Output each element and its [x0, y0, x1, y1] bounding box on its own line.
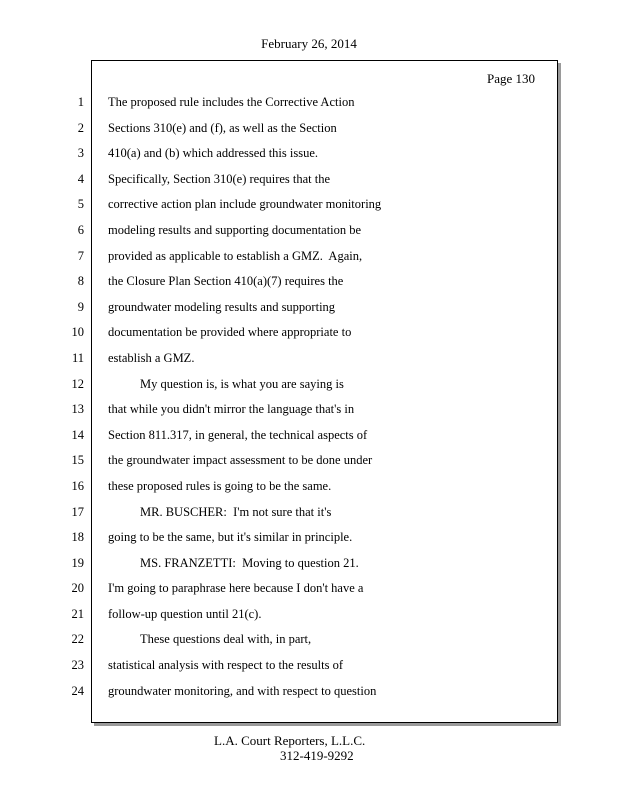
line-text: Section 811.317, in general, the technical aspects of	[108, 427, 368, 442]
transcript-line	[0, 350, 618, 376]
line-number: 3	[77, 146, 84, 161]
line-text: modeling results and supporting documentation be	[108, 222, 362, 237]
line-number: 10	[71, 325, 84, 340]
line-text: these proposed rules is going to be the same.	[108, 478, 332, 493]
line-number: 11	[71, 350, 84, 365]
line-number: 14	[71, 427, 84, 442]
transcript-line	[0, 555, 618, 581]
line-text: MS. FRANZETTI: Moving to question 21.	[140, 555, 359, 570]
line-text: provided as applicable to establish a GMZ. Again,	[108, 248, 363, 263]
line-text: statistical analysis with respect to the results of	[108, 658, 344, 673]
line-number: 22	[71, 632, 84, 647]
line-text: The proposed rule includes the Corrective Action	[108, 95, 355, 109]
page-number: Page 130	[486, 71, 535, 86]
transcript-line	[0, 478, 618, 504]
line-number: 19	[71, 555, 84, 570]
line-number: 12	[71, 376, 84, 391]
transcript-line	[0, 657, 618, 683]
line-text: groundwater monitoring, and with respect to question	[108, 683, 377, 698]
transcript-line	[0, 580, 618, 606]
transcript-line	[0, 631, 618, 657]
line-number: 7	[77, 248, 84, 263]
line-number: 18	[71, 530, 84, 545]
line-number: 15	[71, 453, 84, 468]
line-text: going to be the same, but it's similar in principle.	[108, 530, 353, 545]
line-number: 2	[77, 120, 84, 135]
line-number: 6	[77, 222, 84, 237]
line-text: Sections 310(e) and (f), as well as the Section	[108, 120, 337, 135]
line-text: I'm going to paraphrase here because I don't have a	[108, 581, 364, 596]
transcript-line	[0, 529, 618, 555]
line-number: 9	[77, 299, 84, 314]
line-text: These questions deal with, in part,	[140, 632, 312, 647]
header-date: February 26, 2014	[261, 36, 357, 51]
line-number: 21	[71, 606, 84, 621]
line-text: My question is, is what you are saying is	[140, 376, 344, 391]
transcript-line	[0, 222, 618, 248]
line-text: Specifically, Section 310(e) requires that the	[108, 171, 331, 186]
line-number: 17	[71, 504, 84, 519]
line-number: 1	[77, 95, 84, 109]
line-text: establish a GMZ.	[108, 350, 195, 365]
transcript-line	[0, 94, 618, 120]
line-number: 5	[77, 197, 84, 212]
transcript-line	[0, 324, 618, 350]
line-text: corrective action plan include groundwater monitoring	[108, 197, 382, 212]
transcript-line	[0, 145, 618, 171]
footer-company: L.A. Court Reporters, L.L.C.	[214, 733, 366, 748]
line-text: MR. BUSCHER: I'm not sure that it's	[140, 504, 332, 519]
transcript-line	[0, 504, 618, 530]
line-number: 23	[71, 658, 84, 673]
transcript-line	[0, 248, 618, 274]
line-text: the groundwater impact assessment to be done under	[108, 453, 373, 468]
line-number: 16	[71, 478, 84, 493]
line-text: 410(a) and (b) which addressed this issue.	[108, 146, 319, 161]
line-text: groundwater modeling results and supporting	[108, 299, 336, 314]
line-text: the Closure Plan Section 410(a)(7) requires the	[108, 274, 344, 289]
transcript-line	[0, 273, 618, 299]
line-text: that while you didn't mirror the language that's in	[108, 402, 355, 417]
transcript-lines	[0, 94, 618, 708]
line-text: documentation be provided where appropriate to	[108, 325, 352, 340]
line-number: 13	[71, 402, 84, 417]
line-number: 4	[77, 171, 84, 186]
transcript-line	[0, 120, 618, 146]
line-number: 8	[77, 274, 84, 289]
transcript-line	[0, 299, 618, 325]
transcript-line	[0, 196, 618, 222]
line-number: 20	[71, 581, 84, 596]
transcript-line	[0, 606, 618, 632]
transcript-line	[0, 376, 618, 402]
transcript-line	[0, 452, 618, 478]
line-text: follow-up question until 21(c).	[108, 606, 262, 621]
transcript-line	[0, 427, 618, 453]
transcript-line	[0, 171, 618, 197]
transcript-line	[0, 401, 618, 427]
line-number: 24	[71, 683, 84, 698]
footer-phone: 312-419-9292	[280, 748, 354, 763]
transcript-line	[0, 683, 618, 709]
